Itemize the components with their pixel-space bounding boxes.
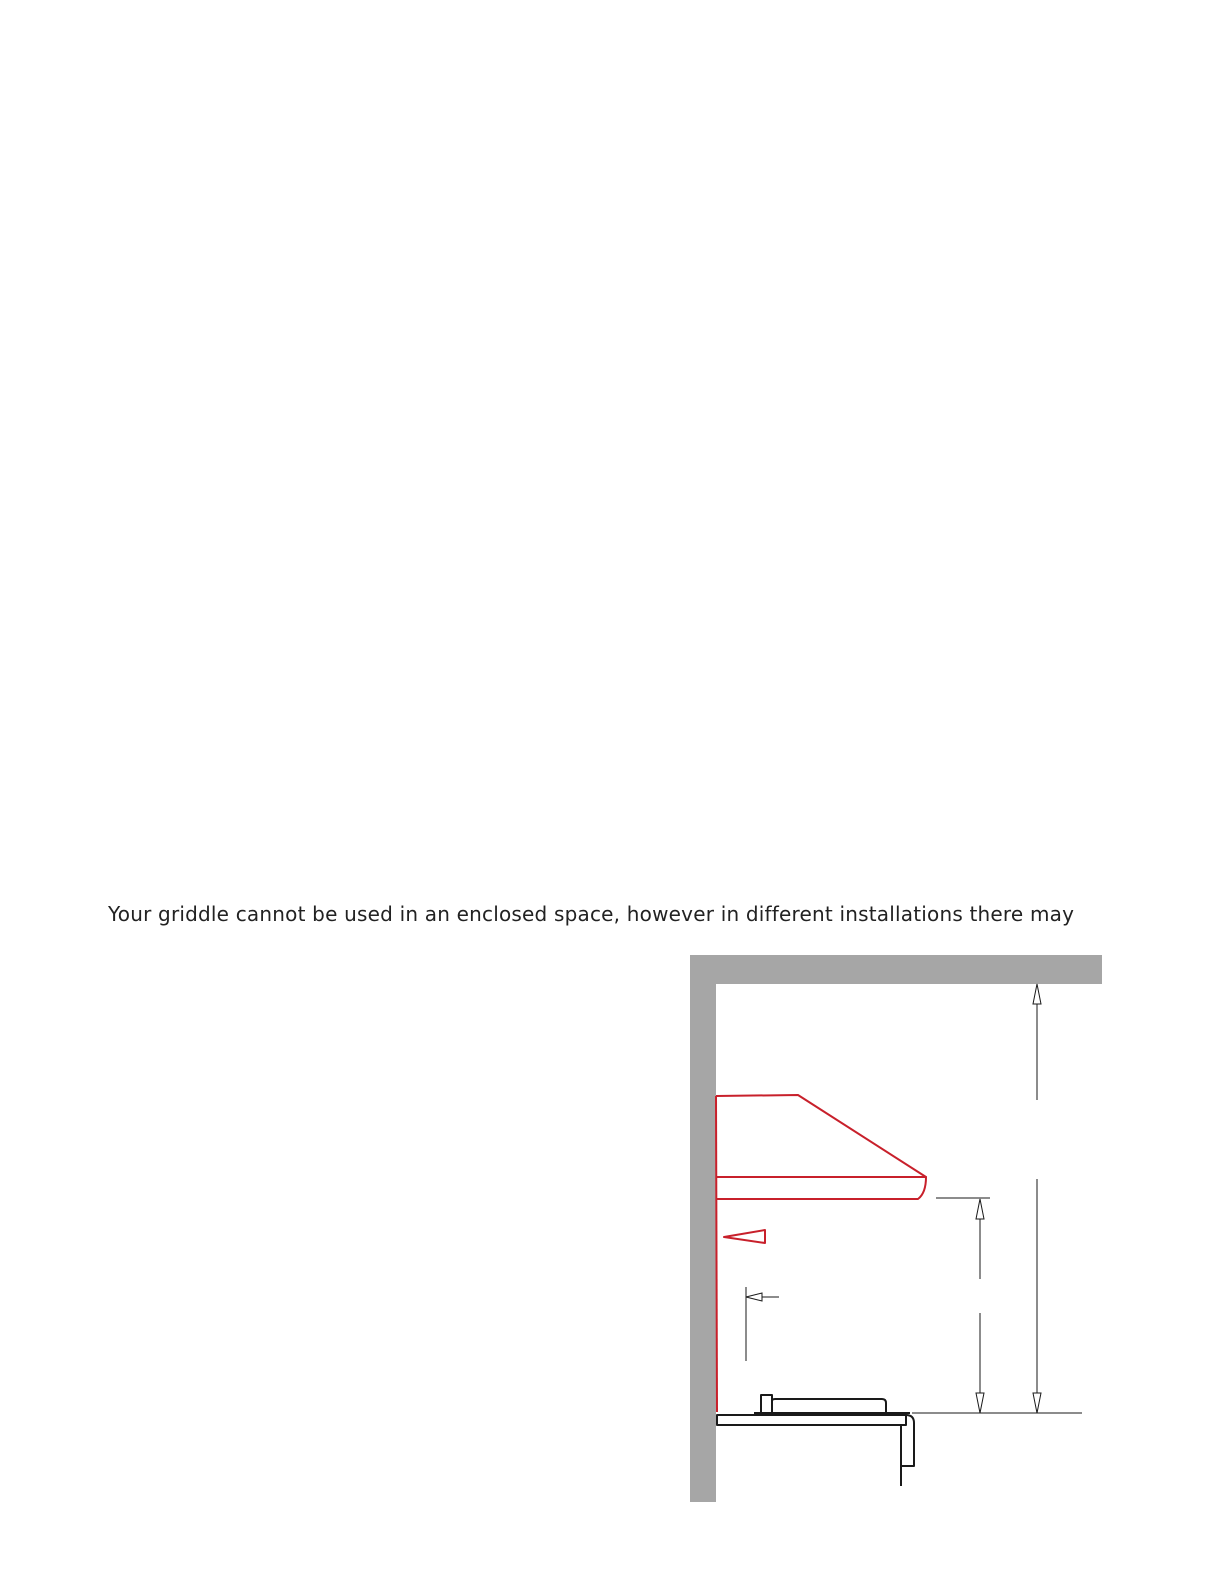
hood-canopy (716, 1095, 926, 1177)
griddle-on-counter (717, 1395, 914, 1486)
ceiling-dim-arrow-down (1033, 1393, 1041, 1413)
hood-clearance-dimension (936, 1198, 990, 1413)
installation-paragraph: Your griddle cannot be used in an enclosed space, however in different installations there may (108, 902, 1075, 926)
griddle-plate (772, 1399, 886, 1413)
hood-lip (716, 1177, 926, 1199)
countertop-slab (717, 1415, 906, 1425)
ceiling (690, 955, 1102, 984)
ceiling-dim-arrow-up (1033, 984, 1041, 1004)
range-hood (716, 1095, 926, 1412)
hood-dim-arrow-down (976, 1393, 984, 1413)
clearance-diagram-svg (680, 945, 1110, 1510)
griddle-control-knob (761, 1395, 772, 1413)
hood-marker-triangle (724, 1230, 765, 1243)
side-clearance-marker (746, 1287, 779, 1361)
rear-wall (690, 955, 716, 1502)
hood-wall-line (716, 1096, 717, 1412)
hood-dim-arrow-up (976, 1199, 984, 1219)
clearance-diagram (680, 945, 1110, 1510)
side-arrow-head (746, 1293, 762, 1301)
